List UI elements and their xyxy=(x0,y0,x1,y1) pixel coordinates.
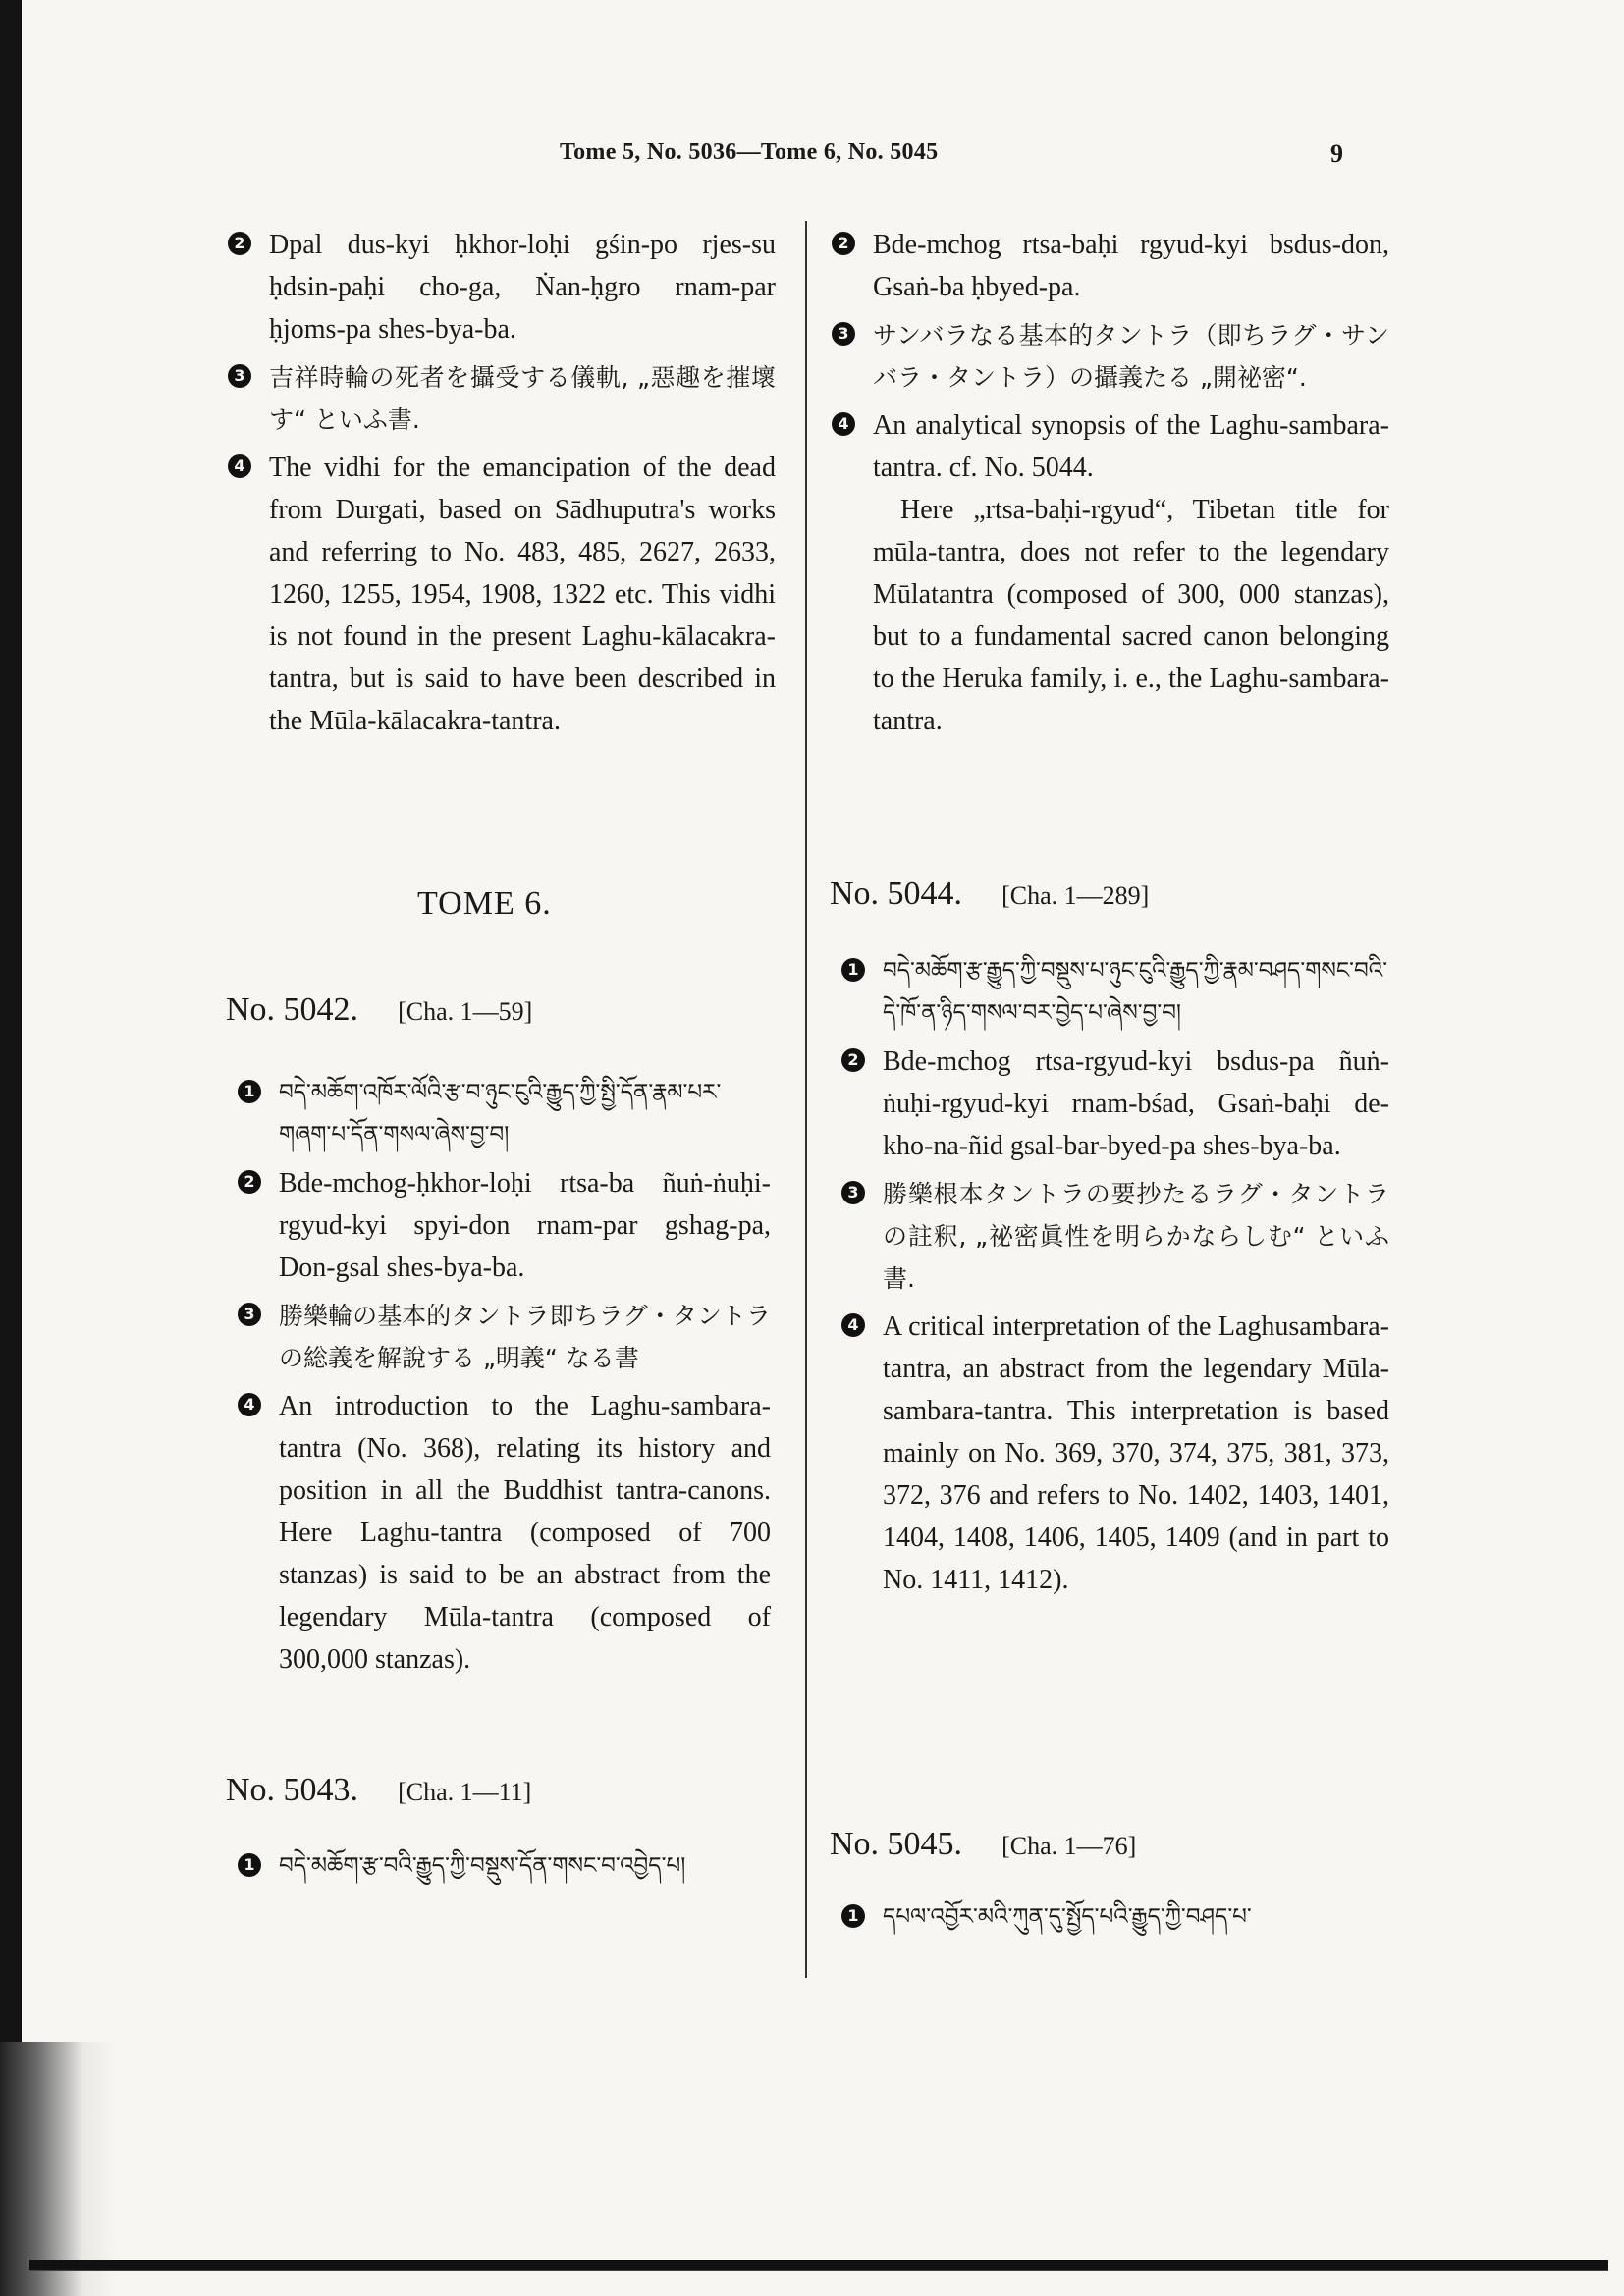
circled-number-icon: 4 xyxy=(228,454,251,478)
entry-5042 xyxy=(236,1072,771,1686)
scan-shadow xyxy=(0,2042,118,2296)
chapter-ref: [Cha. 1—11] xyxy=(398,1778,532,1806)
entry-number: No. 5044. xyxy=(830,876,963,912)
entry-item xyxy=(226,447,776,742)
circled-number-icon: 4 xyxy=(832,412,855,436)
right-column xyxy=(830,224,1389,748)
english-description: The vidhi for the emancipation of the dead from Durgati, based on Sādhuputra's works and referring to No. 483, 485, 2627, 2633, 1260, 1255, 1954, 1908, 1322 etc. This vidhi is not found in the present Laghu-kālacakra-tantra, but is said to have been described in the Mūla-kālacakra-tantra. xyxy=(269,453,776,736)
entry-item xyxy=(236,1072,771,1156)
tibetan-transliteration: Bde-mchog rtsa-baḥi rgyud-kyi bsdus-don, Gsaṅ-ba ḥbyed-pa. xyxy=(873,230,1389,302)
page-number: 9 xyxy=(1330,139,1343,168)
english-description: An analytical synopsis of the Laghu-sambara-tantra. cf. No. 5044. xyxy=(873,410,1389,483)
tibetan-transliteration: Bde-mchog-ḥkhor-loḥi rtsa-ba ñuṅ-ṅuḥi-rgyud-kyi spyi-don rnam-par gshag-pa, Don-gsal shes-bya-ba. xyxy=(279,1168,771,1283)
binding-edge xyxy=(0,0,22,2296)
entry-item xyxy=(839,1041,1389,1167)
entry-item xyxy=(236,1845,771,1888)
circled-number-icon: 4 xyxy=(238,1393,261,1416)
entry-item xyxy=(839,1173,1389,1300)
circled-number-icon: 2 xyxy=(841,1048,865,1072)
entry-item xyxy=(236,1295,771,1379)
running-title: Tome 5, No. 5036—Tome 6, No. 5045 xyxy=(560,139,939,165)
chapter-ref: [Cha. 1—76] xyxy=(1001,1832,1137,1860)
circled-number-icon: 1 xyxy=(238,1080,261,1103)
circled-number-icon: 3 xyxy=(841,1181,865,1204)
entry-5045 xyxy=(839,1896,1389,1945)
entry-item xyxy=(226,356,776,441)
entry-item xyxy=(839,950,1389,1035)
entry-number: No. 5042. xyxy=(226,991,359,1028)
tibetan-script-title: དཔལ་འབྱོར་མའི་ཀུན་དུ་སྤྱོད་པའི་རྒྱུད་ཀྱི་བཤད་པ་ xyxy=(883,1904,1252,1930)
entry-heading xyxy=(830,1826,1136,1863)
circled-number-icon: 4 xyxy=(841,1313,865,1337)
circled-number-icon: 1 xyxy=(238,1853,261,1877)
entry-item xyxy=(839,1896,1389,1939)
chapter-ref: [Cha. 1—289] xyxy=(1001,881,1150,910)
entry-heading xyxy=(226,1772,531,1809)
tibetan-transliteration: Bde-mchog rtsa-rgyud-kyi bsdus-pa ñuṅ-ṅuḥi-rgyud-kyi rnam-bśad, Gsaṅ-baḥi de-kho-na-ñid gsal-bar-byed-pa shes-bya-ba. xyxy=(883,1046,1389,1161)
entry-item xyxy=(830,404,1389,742)
japanese-title: 勝樂根本タントラの要抄たるラグ・タントラの註釈, „祕密眞性を明らかならしむ“ といふ書. xyxy=(883,1180,1389,1293)
tibetan-script-title: བདེ་མཆོག་རྩ་རྒྱུད་ཀྱི་བསྡུས་པ་ཉུང་ངུའི་རྒྱུད་ཀྱི་རྣམ་བཤད་གསང་བའི་དེ་ཁོ་ན་ཉིད་གསལ་བར་བྱེད་པ་ཞེས་བྱ་བ། xyxy=(883,958,1388,1026)
left-column xyxy=(226,224,776,748)
tibetan-transliteration: Dpal dus-kyi ḥkhor-loḥi gśin-po rjes-su ḥdsin-paḥi cho-ga, Ṅan-ḥgro rnam-par ḥjoms-pa shes-bya-ba. xyxy=(269,230,776,345)
chapter-ref: [Cha. 1—59] xyxy=(398,997,533,1026)
circled-number-icon: 1 xyxy=(841,1904,865,1928)
english-description-note: Here „rtsa-baḥi-rgyud“, Tibetan title for mūla-tantra, does not refer to the legendary Mūlatantra (composed of 300, 000 stanzas), but to a fundamental sacred canon belonging to the Heruka family, i. e., the Laghu-sambara-tantra. xyxy=(873,495,1389,736)
circled-number-icon: 2 xyxy=(832,232,855,255)
entry-heading xyxy=(226,991,532,1029)
tibetan-script-title: བདེ་མཆོག་རྩ་བའི་རྒྱུད་ཀྱི་བསྡུས་དོན་གསང་བ་འབྱེད་པ། xyxy=(279,1853,686,1879)
column-divider xyxy=(805,221,807,1978)
entry-item xyxy=(830,224,1389,308)
circled-number-icon: 3 xyxy=(238,1303,261,1326)
entry-5043 xyxy=(236,1845,771,1894)
entry-number: No. 5045. xyxy=(830,1826,963,1862)
circled-number-icon: 1 xyxy=(841,958,865,982)
entry-item xyxy=(839,1306,1389,1601)
circled-number-icon: 3 xyxy=(228,364,251,388)
entry-heading xyxy=(830,876,1149,913)
entry-item xyxy=(830,314,1389,399)
japanese-title: 吉祥時輪の死者を攝受する儀軌, „惡趣を摧壞す“ といふ書. xyxy=(269,363,776,434)
circled-number-icon: 2 xyxy=(228,232,251,255)
entry-number: No. 5043. xyxy=(226,1772,359,1808)
circled-number-icon: 3 xyxy=(832,322,855,346)
entry-item xyxy=(226,224,776,350)
circled-number-icon: 2 xyxy=(238,1170,261,1194)
bottom-rule xyxy=(29,2260,1608,2271)
entry-5044 xyxy=(839,950,1389,1607)
english-description: A critical interpretation of the Laghusambara-tantra, an abstract from the legendary Mūla-sambara-tantra. This interpretation is based mainly on No. 369, 370, 374, 375, 381, 373, 372, 376 and refers to No. 1402, 1403, 1401, 1404, 1408, 1406, 1405, 1409 (and in part to No. 1411, 1412). xyxy=(883,1311,1389,1595)
japanese-title: 勝樂輪の基本的タントラ即ちラグ・タントラの総義を解說する „明義“ なる書 xyxy=(279,1302,771,1372)
tome-heading: TOME 6. xyxy=(417,885,552,922)
japanese-title: サンバラなる基本的タントラ（即ちラグ・サンバラ・タントラ）の攝義たる „開祕密“. xyxy=(873,321,1389,392)
tibetan-script-title: བདེ་མཆོག་འཁོར་ལོའི་རྩ་བ་ཉུང་ངུའི་རྒྱུད་ཀྱི་སྤྱི་དོན་རྣམ་པར་གཞག་པ་དོན་གསལ་ཞེས་བྱ་བ། xyxy=(279,1080,722,1148)
english-description: An introduction to the Laghu-sambara-tantra (No. 368), relating its history and position in all the Buddhist tantra-canons. Here Laghu-tantra (composed of 700 stanzas) is said to be an abstract from the legendary Mūla-tantra (composed of 300,000 stanzas). xyxy=(279,1391,771,1675)
entry-item xyxy=(236,1162,771,1289)
entry-item xyxy=(236,1385,771,1681)
